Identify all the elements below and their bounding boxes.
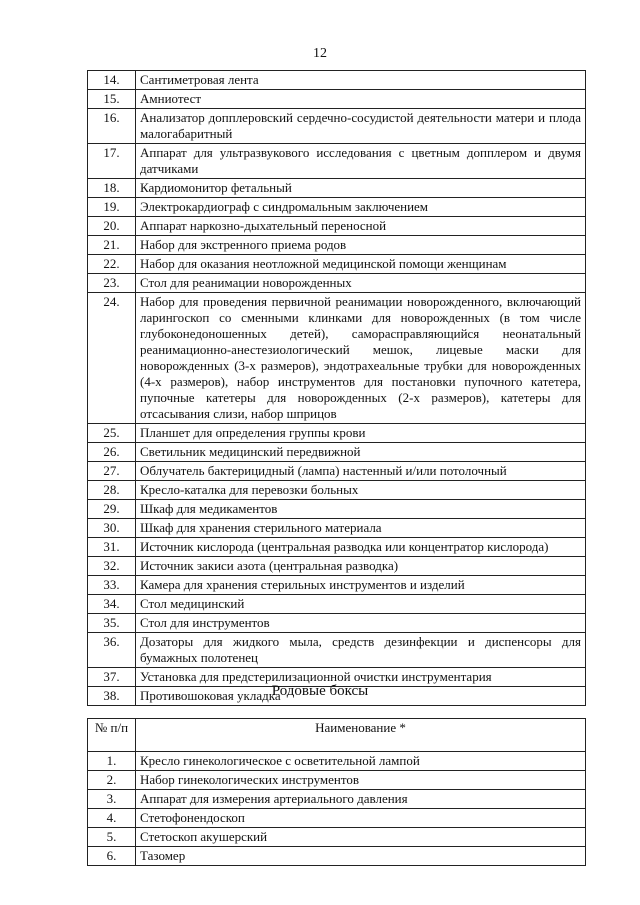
header-num: № п/п xyxy=(88,719,136,752)
row-number: 2. xyxy=(88,771,136,790)
row-number: 17. xyxy=(88,144,136,179)
table-row xyxy=(88,462,586,481)
row-number: 16. xyxy=(88,109,136,144)
birth-box-table-body xyxy=(88,752,586,866)
row-item-name: Электрокардиограф с синдромальным заключением xyxy=(136,198,586,217)
table-row xyxy=(88,500,586,519)
row-number: 6. xyxy=(88,847,136,866)
row-number: 36. xyxy=(88,633,136,668)
row-item-name: Источник кислорода (центральная разводка или концентратор кислорода) xyxy=(136,538,586,557)
row-item-name: Шкаф для медикаментов xyxy=(136,500,586,519)
row-number: 20. xyxy=(88,217,136,236)
section-title: Родовые боксы xyxy=(271,683,369,699)
table-row xyxy=(88,109,586,144)
row-number: 35. xyxy=(88,614,136,633)
row-item-name: Тазомер xyxy=(136,847,586,866)
row-item-name: Планшет для определения группы крови xyxy=(136,424,586,443)
table-row xyxy=(88,847,586,866)
equipment-table xyxy=(87,70,586,706)
row-item-name: Противошоковая укладка xyxy=(136,687,586,706)
row-item-name: Стетофонендоскоп xyxy=(136,809,586,828)
table-header-row xyxy=(88,719,586,752)
table-row xyxy=(88,519,586,538)
row-item-name: Светильник медицинский передвижной xyxy=(136,443,586,462)
table-row xyxy=(88,274,586,293)
table-row xyxy=(88,236,586,255)
row-item-name: Набор гинекологических инструментов xyxy=(136,771,586,790)
table-row xyxy=(88,179,586,198)
row-number: 18. xyxy=(88,179,136,198)
header-name: Наименование * xyxy=(136,719,586,752)
row-number: 4. xyxy=(88,809,136,828)
row-item-name: Аппарат для ультразвукового исследования с цветным допплером и двумя датчиками xyxy=(136,144,586,179)
row-item-name: Стол для реанимации новорожденных xyxy=(136,274,586,293)
table-row xyxy=(88,576,586,595)
row-item-name: Камера для хранения стерильных инструментов и изделий xyxy=(136,576,586,595)
table-row xyxy=(88,771,586,790)
row-number: 31. xyxy=(88,538,136,557)
birth-box-table xyxy=(87,718,586,866)
table-row xyxy=(88,595,586,614)
table-row xyxy=(88,828,586,847)
row-number: 27. xyxy=(88,462,136,481)
row-item-name: Стетоскоп акушерский xyxy=(136,828,586,847)
row-number: 3. xyxy=(88,790,136,809)
row-item-name: Амниотест xyxy=(136,90,586,109)
row-number: 34. xyxy=(88,595,136,614)
table-row xyxy=(88,443,586,462)
row-number: 38. xyxy=(88,687,136,706)
row-item-name: Установка для предстерилизационной очистки инструментария xyxy=(136,668,586,687)
table-row xyxy=(88,255,586,274)
table-row xyxy=(88,217,586,236)
table-row xyxy=(88,198,586,217)
row-item-name: Шкаф для хранения стерильного материала xyxy=(136,519,586,538)
row-number: 33. xyxy=(88,576,136,595)
row-number: 26. xyxy=(88,443,136,462)
table-row xyxy=(88,809,586,828)
table-row xyxy=(88,424,586,443)
row-item-name: Стол для инструментов xyxy=(136,614,586,633)
row-item-name: Кресло гинекологическое с осветительной лампой xyxy=(136,752,586,771)
table-row xyxy=(88,752,586,771)
row-item-name: Дозаторы для жидкого мыла, средств дезинфекции и диспенсоры для бумажных полотенец xyxy=(136,633,586,668)
row-number: 21. xyxy=(88,236,136,255)
table-row xyxy=(88,633,586,668)
row-item-name: Кардиомонитор фетальный xyxy=(136,179,586,198)
table-row xyxy=(88,293,586,424)
row-number: 30. xyxy=(88,519,136,538)
row-item-name: Аппарат для измерения артериального давления xyxy=(136,790,586,809)
row-number: 19. xyxy=(88,198,136,217)
row-number: 29. xyxy=(88,500,136,519)
row-item-name: Набор для оказания неотложной медицинской помощи женщинам xyxy=(136,255,586,274)
row-number: 32. xyxy=(88,557,136,576)
table-row xyxy=(88,481,586,500)
table-row xyxy=(88,71,586,90)
row-item-name: Кресло-каталка для перевозки больных xyxy=(136,481,586,500)
equipment-table-body xyxy=(88,71,586,706)
row-number: 28. xyxy=(88,481,136,500)
row-number: 25. xyxy=(88,424,136,443)
page-number: 12 xyxy=(313,46,327,61)
row-number: 37. xyxy=(88,668,136,687)
row-item-name: Сантиметровая лента xyxy=(136,71,586,90)
row-item-name: Стол медицинский xyxy=(136,595,586,614)
table-row xyxy=(88,90,586,109)
table-row xyxy=(88,557,586,576)
row-number: 23. xyxy=(88,274,136,293)
row-number: 5. xyxy=(88,828,136,847)
row-number: 24. xyxy=(88,293,136,424)
row-number: 1. xyxy=(88,752,136,771)
row-item-name: Набор для проведения первичной реанимации новорожденного, включающий ларингоскоп со сменными клинками для новорожденных (в том числе глубоконедоношенных детей), саморасправляющийся неонатальный реанимационно-анестезиологический мешок, лицевые маски для новорожденных (3-х размеров), эндотрахеальные трубки для новорожденных (4-х размеров), набор инструментов для постановки пупочного катетера, пупочные катетеры для новорожденных (2-х размеров), катетеры для отсасывания слизи, набор шприцов xyxy=(136,293,586,424)
table-row xyxy=(88,144,586,179)
table-row xyxy=(88,614,586,633)
row-item-name: Анализатор допплеровский сердечно-сосудистой деятельности матери и плода малогабаритный xyxy=(136,109,586,144)
row-number: 15. xyxy=(88,90,136,109)
row-item-name: Источник закиси азота (центральная разводка) xyxy=(136,557,586,576)
row-number: 22. xyxy=(88,255,136,274)
row-item-name: Аппарат наркозно-дыхательный переносной xyxy=(136,217,586,236)
table-row xyxy=(88,790,586,809)
row-number: 14. xyxy=(88,71,136,90)
row-item-name: Облучатель бактерицидный (лампа) настенный и/или потолочный xyxy=(136,462,586,481)
table-row xyxy=(88,538,586,557)
row-item-name: Набор для экстренного приема родов xyxy=(136,236,586,255)
